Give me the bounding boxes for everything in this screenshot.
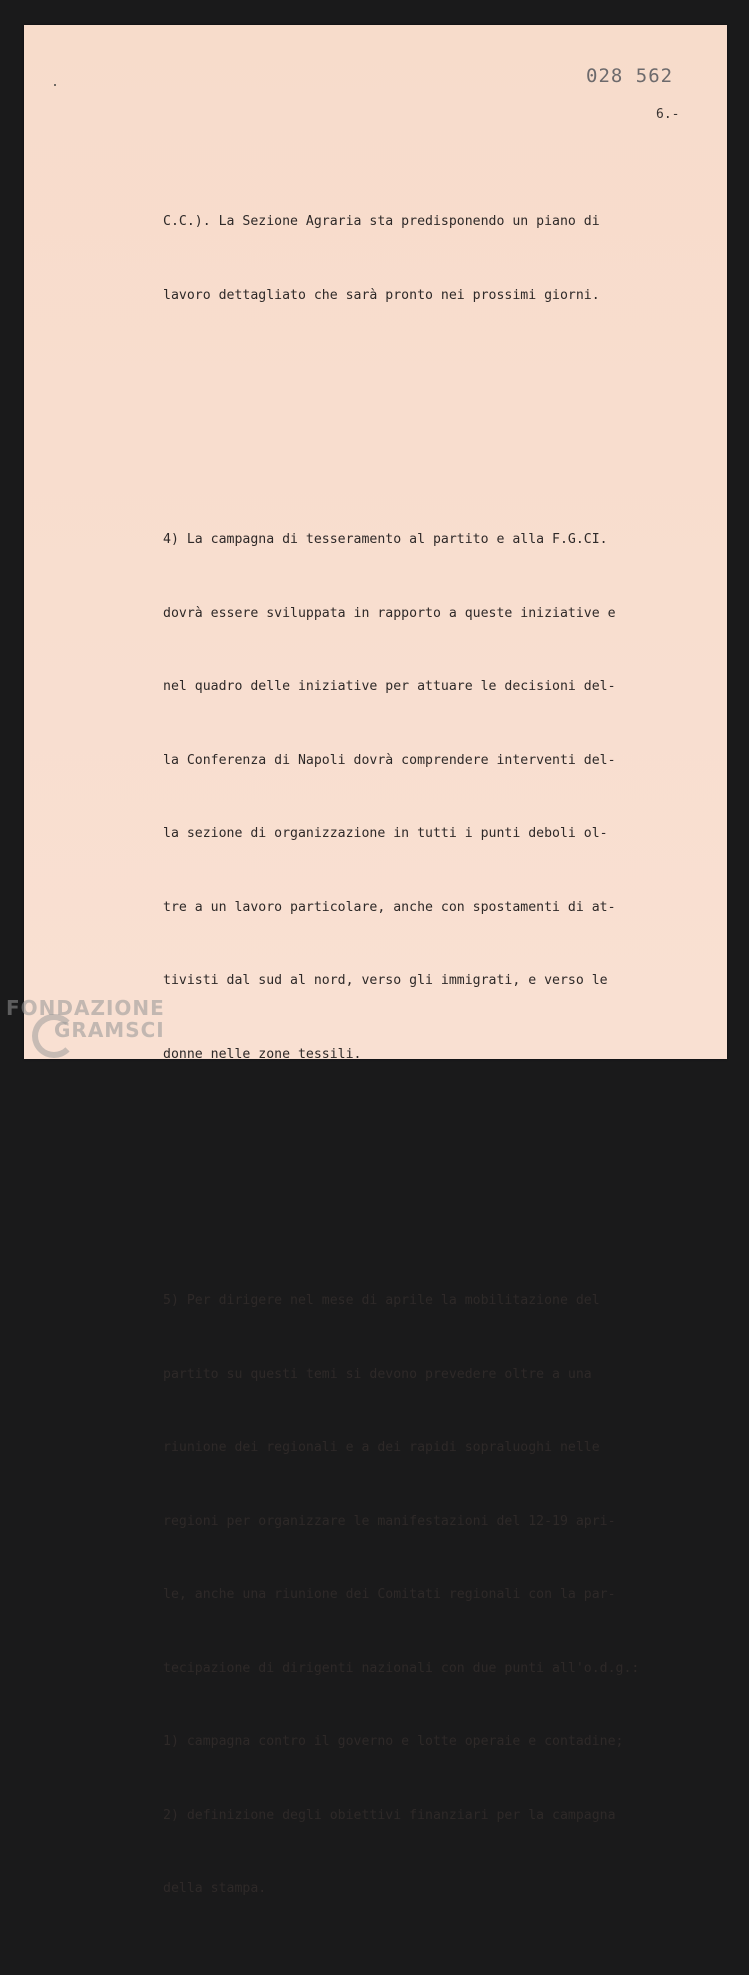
- text-line: tre a un lavoro particolare, anche con spostamenti di at-: [163, 899, 616, 915]
- fondazione-gramsci-watermark: [6, 996, 165, 1042]
- text-line: 1) campagna contro il governo e lotte operaie e contadine;: [163, 1734, 624, 1749]
- watermark-line2: GRAMSCI: [54, 1018, 165, 1042]
- text-line: la Conferenza di Napoli dovrà comprendere interventi del-: [163, 752, 616, 768]
- paragraph-tesseramento: [163, 479, 639, 1116]
- text-line: 2) definizione degli obiettivi finanziari per la campagna: [163, 1807, 616, 1823]
- watermark-logo-icon: [32, 1014, 76, 1058]
- paper-speck: [54, 84, 56, 86]
- text-line: regioni per organizzare le manifestazioni del 12-19 apri-: [163, 1513, 616, 1529]
- text-line: dovrà essere sviluppata in rapporto a queste iniziative e: [163, 605, 616, 621]
- archive-stamp-number: 028 562: [586, 65, 674, 87]
- text-line: partito su questi temi si devono prevedere oltre a una: [163, 1366, 592, 1382]
- text-line: tecipazione di dirigenti nazionali con due punti all'o.d.g.:: [163, 1660, 640, 1676]
- text-line: nel quadro delle iniziative per attuare le decisioni del-: [163, 679, 616, 694]
- text-line: le, anche una riunione dei Comitati regionali con la par-: [163, 1587, 616, 1602]
- text-line: lavoro dettagliato che sarà pronto nei prossimi giorni.: [163, 287, 600, 303]
- text-line: tivisti dal sud al nord, verso gli immigrati, e verso le: [163, 973, 608, 988]
- text-line: C.C.). La Sezione Agraria sta predisponendo un piano di: [163, 214, 600, 229]
- page-number: 6.-: [656, 107, 680, 122]
- text-line: donne nelle zone tessili.: [163, 1046, 362, 1062]
- paragraph-mobilitazione: [163, 1240, 639, 1951]
- text-line: la sezione di organizzazione in tutti i punti deboli ol-: [163, 826, 608, 841]
- text-line: 4) La campagna di tesseramento al partito e alla F.G.CI.: [163, 532, 608, 547]
- paragraph-agraria: [163, 161, 639, 357]
- text-line: della stampa.: [163, 1881, 267, 1896]
- text-line: riunione dei regionali e a dei rapidi sopraluoghi nelle: [163, 1440, 600, 1455]
- text-line: 5) Per dirigere nel mese di aprile la mobilitazione del: [163, 1293, 600, 1308]
- typed-body: [163, 112, 639, 1975]
- watermark-line1: FONDAZIONE: [6, 996, 165, 1020]
